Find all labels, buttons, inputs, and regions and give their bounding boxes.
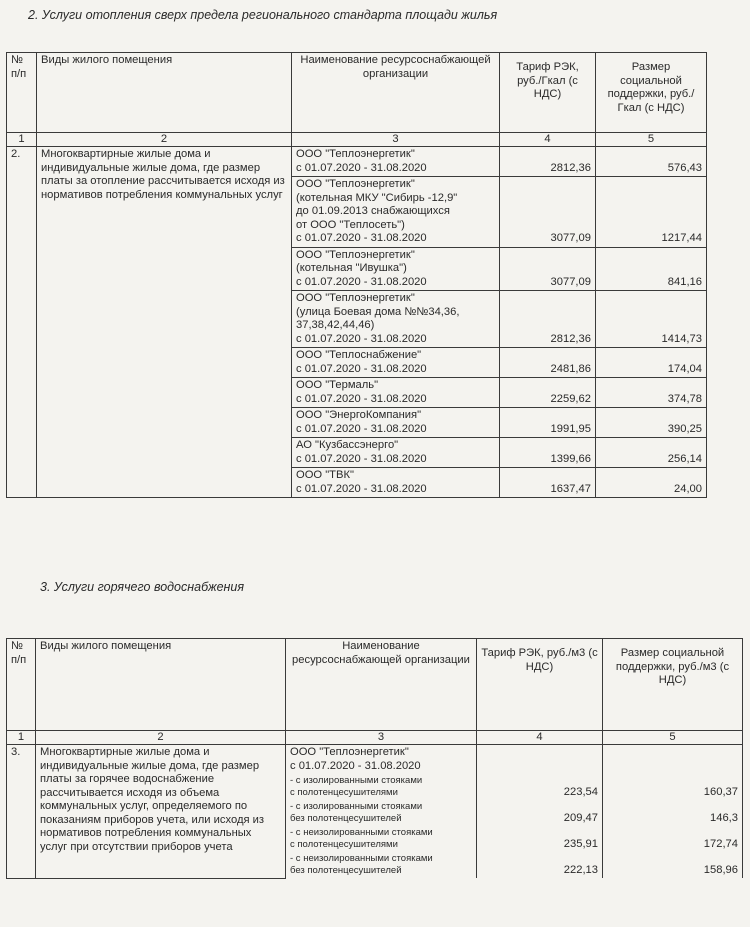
support-value: 1217,44 (596, 177, 707, 248)
support-value: 841,16 (596, 247, 707, 291)
table-header-row (7, 639, 743, 731)
tariff-value: 2812,36 (500, 291, 596, 348)
supply-variant-line: без полотенцесушителей (290, 813, 402, 824)
organization-line: ООО "ТВК" (296, 469, 354, 481)
housing-type: Многоквартирные жилые дома и индивидуальные жилые дома, где размер платы за отопление рассчитывается исходя из нормативов потребления коммунальных услуг (37, 147, 292, 498)
hot-water-tariff-table (6, 638, 743, 879)
heating-tariff-table (6, 52, 707, 498)
support-value: 1414,73 (596, 291, 707, 348)
support-value: 24,00 (596, 468, 707, 498)
col-number: 1 (7, 133, 37, 147)
col-number: 5 (596, 133, 707, 147)
supply-variant-cell (286, 800, 477, 826)
organization-line: ООО "Термаль" (296, 379, 379, 391)
organization-line: АО "Кузбассэнерго" (296, 439, 399, 451)
column-number-row (7, 731, 743, 745)
row-number: 3. (7, 745, 36, 879)
support-value: 160,37 (603, 774, 743, 800)
organization-line: с 01.07.2020 - 31.08.2020 (296, 332, 427, 345)
support-value: 158,96 (603, 852, 743, 878)
col-header-organization: Наименование ресурсоснабжающей организации (292, 53, 500, 133)
col-number: 1 (7, 731, 36, 745)
row-number: 2. (7, 147, 37, 498)
table-row (7, 745, 743, 775)
tariff-value: 223,54 (477, 774, 603, 800)
support-value: 174,04 (596, 348, 707, 378)
col-number: 4 (500, 133, 596, 147)
supply-variant-line: с полотенцесушителями (290, 787, 398, 798)
organization-line: ООО "Теплоэнергетик" (296, 148, 415, 160)
support-spacer (603, 745, 743, 775)
col-number: 4 (477, 731, 603, 745)
organization-line: (улица Боевая дома №№34,36, (296, 305, 460, 318)
organization-line: с 01.07.2020 - 31.08.2020 (296, 362, 427, 375)
col-header-organization: Наименование ресурсоснабжающей организации (286, 639, 477, 731)
organization-cell (286, 745, 477, 775)
organization-line: ООО "Теплоэнергетик" (296, 178, 415, 190)
col-number: 3 (292, 133, 500, 147)
organization-cell (292, 408, 500, 438)
col-header-number: № п/п (7, 53, 37, 133)
organization-name: ООО "Теплоэнергетик" (290, 746, 409, 758)
section-2-title: 2. Услуги отопления сверх предела регионального стандарта площади жилья (28, 8, 498, 22)
organization-cell (292, 177, 500, 248)
organization-cell (292, 468, 500, 498)
organization-line: до 01.09.2013 снабжающихся (296, 205, 450, 217)
organization-line: с 01.07.2020 - 31.08.2020 (296, 422, 427, 435)
tariff-value: 3077,09 (500, 177, 596, 248)
col-header-number: № п/п (7, 639, 36, 731)
supply-variant-line: - с изолированными стояками (290, 775, 423, 786)
supply-variant-cell (286, 852, 477, 878)
col-number: 2 (36, 731, 286, 745)
organization-cell (292, 147, 500, 177)
organization-line: (котельная "Ивушка") (296, 262, 407, 274)
tariff-value: 1399,66 (500, 438, 596, 468)
support-value: 374,78 (596, 378, 707, 408)
section-3-title: 3. Услуги горячего водоснабжения (40, 580, 245, 594)
tariff-value: 222,13 (477, 852, 603, 878)
support-value: 256,14 (596, 438, 707, 468)
col-header-support: Размер социальной поддержки, руб./Гкал (с НДС) (596, 53, 707, 133)
col-number: 3 (286, 731, 477, 745)
organization-line: ООО "Теплоснабжение" (296, 349, 422, 361)
organization-cell (292, 247, 500, 291)
supply-variant-line: с полотенцесушителями (290, 839, 398, 850)
organization-period: с 01.07.2020 - 31.08.2020 (290, 759, 421, 772)
col-number: 5 (603, 731, 743, 745)
organization-cell (292, 291, 500, 348)
organization-line: ООО "ЭнергоКомпания" (296, 409, 422, 421)
tariff-value: 2481,86 (500, 348, 596, 378)
organization-line: с 01.07.2020 - 31.08.2020 (296, 232, 427, 244)
table-header-row (7, 53, 707, 133)
organization-line: ООО "Теплоэнергетик" (296, 292, 415, 304)
table-row (7, 147, 707, 177)
tariff-spacer (477, 745, 603, 775)
supply-variant-line: - с неизолированными стояками (290, 827, 433, 838)
organization-line: с 01.07.2020 - 31.08.2020 (296, 161, 427, 174)
support-value: 172,74 (603, 826, 743, 852)
organization-line: с 01.07.2020 - 31.08.2020 (296, 452, 427, 465)
organization-line: (котельная МКУ "Сибирь -12,9" (296, 191, 458, 204)
tariff-value: 3077,09 (500, 247, 596, 291)
organization-line: ООО "Теплоэнергетик" (296, 248, 415, 261)
organization-line: с 01.07.2020 - 31.08.2020 (296, 392, 427, 405)
organization-line: от ООО "Теплосеть") (296, 218, 405, 231)
tariff-value: 209,47 (477, 800, 603, 826)
support-value: 576,43 (596, 147, 707, 177)
support-value: 146,3 (603, 800, 743, 826)
support-value: 390,25 (596, 408, 707, 438)
supply-variant-line: - с изолированными стояками (290, 801, 423, 812)
organization-line: с 01.07.2020 - 31.08.2020 (296, 275, 427, 288)
col-header-housing-type: Виды жилого помещения (37, 53, 292, 133)
organization-cell (292, 378, 500, 408)
column-number-row (7, 133, 707, 147)
col-header-tariff: Тариф РЭК, руб./Гкал (с НДС) (500, 53, 596, 133)
col-number: 2 (37, 133, 292, 147)
col-header-housing-type: Виды жилого помещения (36, 639, 286, 731)
organization-cell (292, 348, 500, 378)
supply-variant-line: без полотенцесушителей (290, 865, 402, 876)
tariff-value: 2812,36 (500, 147, 596, 177)
organization-line: 37,38,42,44,46) (296, 319, 375, 331)
supply-variant-cell (286, 826, 477, 852)
housing-type: Многоквартирные жилые дома и индивидуальные жилые дома, где размер платы за горячее водоснабжение рассчитывается исходя из объема коммунальных услуг, определяемого по показаниям приборов учета, или исходя из нормативов потребления коммунальных услуг при отсутствии приборов учета (36, 745, 286, 879)
col-header-support: Размер социальной поддержки, руб./м3 (с НДС) (603, 639, 743, 731)
col-header-tariff: Тариф РЭК, руб./м3 (с НДС) (477, 639, 603, 731)
tariff-value: 235,91 (477, 826, 603, 852)
tariff-value: 2259,62 (500, 378, 596, 408)
organization-cell (292, 438, 500, 468)
supply-variant-line: - с неизолированными стояками (290, 853, 433, 864)
tariff-value: 1637,47 (500, 468, 596, 498)
organization-line: с 01.07.2020 - 31.08.2020 (296, 482, 427, 495)
supply-variant-cell (286, 774, 477, 800)
tariff-value: 1991,95 (500, 408, 596, 438)
